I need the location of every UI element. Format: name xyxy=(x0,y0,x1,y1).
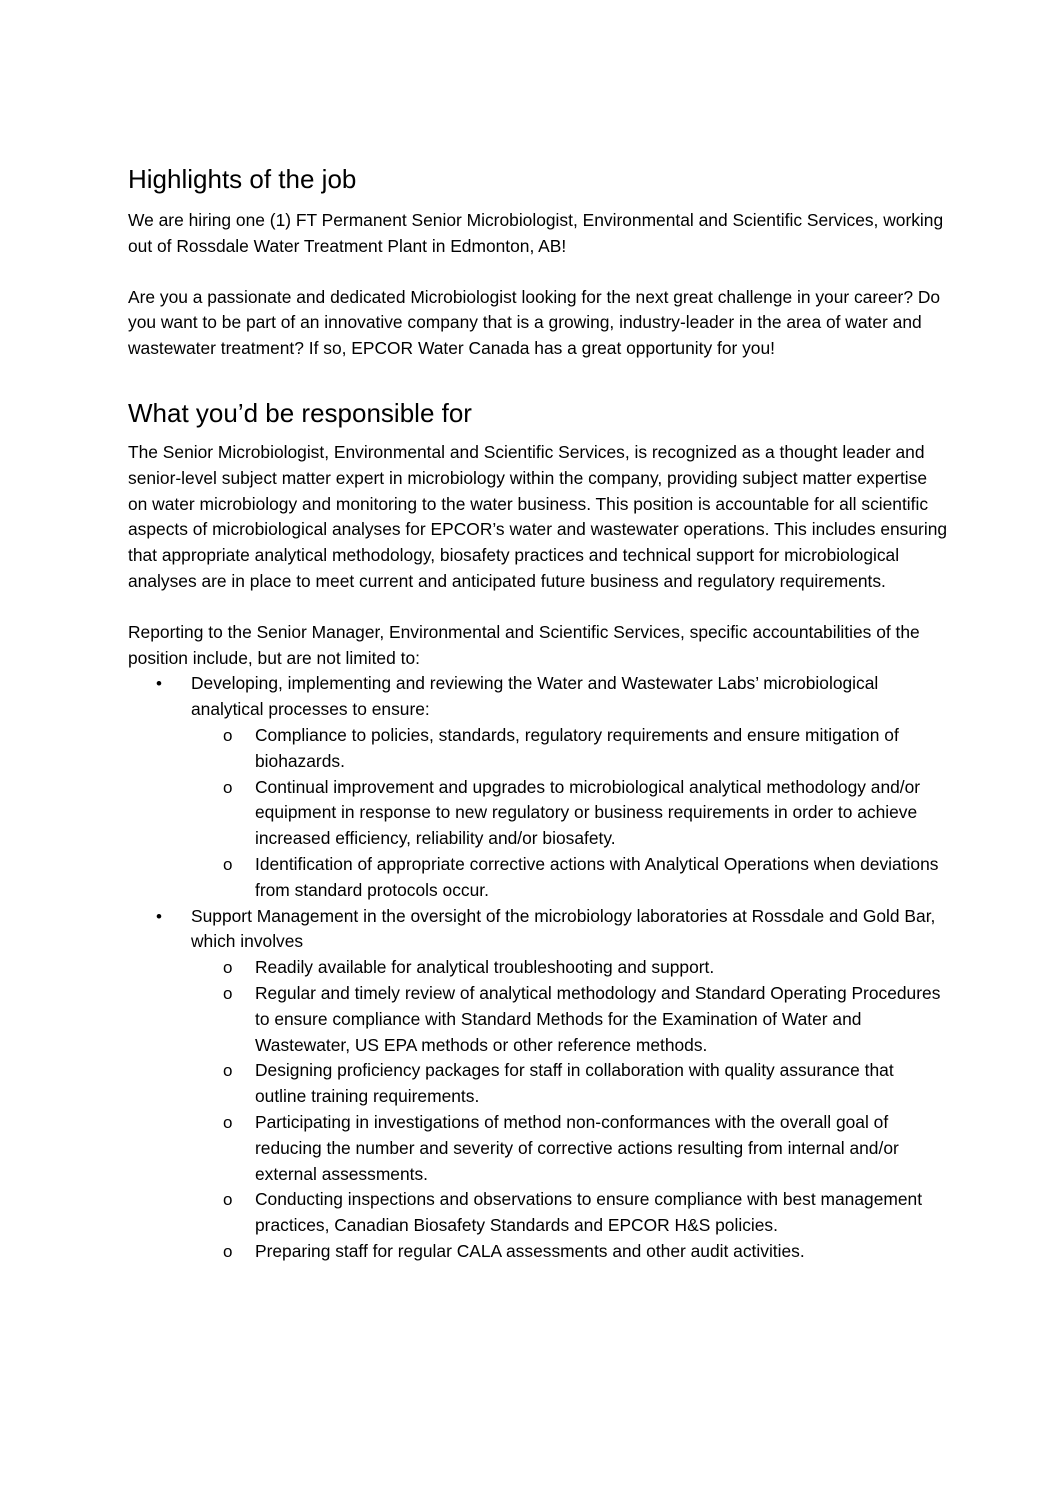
sub-bullet-icon: o xyxy=(223,725,233,745)
sub-list-item xyxy=(191,1110,948,1187)
sub-list-item xyxy=(191,775,948,852)
list-item xyxy=(128,904,948,1265)
bullet-icon: • xyxy=(156,674,162,694)
sub-list-item-text: Continual improvement and upgrades to microbiological analytical methodology and/or equipment in response to new regulatory or business requirements in order to achieve increased efficiency, reliability and/or biosafety. xyxy=(255,776,921,849)
sub-list-item xyxy=(191,1058,948,1110)
sub-bullet-icon: o xyxy=(223,777,233,797)
sub-list-item-text: Compliance to policies, standards, regulatory requirements and ensure mitigation of biohazards. xyxy=(255,724,899,771)
sub-list-item-text: Readily available for analytical troubleshooting and support. xyxy=(255,957,715,978)
responsibilities-heading: What you’d be responsible for xyxy=(128,397,472,428)
sub-list-item xyxy=(191,1239,948,1265)
accountabilities-list xyxy=(128,671,948,1264)
sub-bullet-icon: o xyxy=(223,1190,233,1210)
sub-bullet-icon: o xyxy=(223,1112,233,1132)
highlights-heading: Highlights of the job xyxy=(128,164,357,194)
sub-list-item xyxy=(191,723,948,775)
sub-list-item-text: Designing proficiency packages for staff in collaboration with quality assurance that outline training requirements. xyxy=(255,1060,894,1107)
list-item-text: Developing, implementing and reviewing the Water and Wastewater Labs’ microbiological analytical processes to ensure: xyxy=(191,673,879,720)
sub-bullet-icon: o xyxy=(223,854,233,874)
sub-list-item xyxy=(191,852,948,904)
list-item xyxy=(128,671,948,903)
sub-list-item-text: Identification of appropriate corrective actions with Analytical Operations when deviations from standard protocols occur. xyxy=(255,853,939,900)
highlights-paragraph-1: We are hiring one (1) FT Permanent Senior Microbiologist, Environmental and Scientific Services, working out of Rossdale Water Treatment Plant in Edmonton, AB! xyxy=(128,210,944,256)
sub-list-item xyxy=(191,981,948,1058)
sub-list xyxy=(191,955,948,1265)
highlights-paragraph-2: Are you a passionate and dedicated Microbiologist looking for the next great challenge in your career? Do you want to be part of an innovative company that is a growing, industry-leader in the area of water and wastewater treatment? If so, EPCOR Water Canada has a great opportunity for you! xyxy=(128,286,941,359)
bullet-icon: • xyxy=(156,906,162,926)
sub-bullet-icon: o xyxy=(223,958,233,978)
sub-list-item xyxy=(191,1187,948,1239)
sub-list-item-text: Conducting inspections and observations to ensure compliance with best management practices, Canadian Biosafety Standards and EPCOR H&S policies. xyxy=(255,1189,923,1236)
sub-list-item-text: Regular and timely review of analytical methodology and Standard Operating Procedures to ensure compliance with Standard Methods for the Examination of Water and Wastewater, US EPA methods or other reference methods. xyxy=(255,982,941,1055)
sub-bullet-icon: o xyxy=(223,983,233,1003)
sub-list-item-text: Preparing staff for regular CALA assessments and other audit activities. xyxy=(255,1240,805,1261)
sub-list-item xyxy=(191,955,948,981)
sub-bullet-icon: o xyxy=(223,1061,233,1081)
document-page xyxy=(128,158,948,1265)
responsibilities-paragraph-2: Reporting to the Senior Manager, Environmental and Scientific Services, specific accountabilities of the position include, but are not limited to: xyxy=(128,621,920,668)
sub-list-item-text: Participating in investigations of method non-conformances with the overall goal of reducing the number and severity of corrective actions resulting from internal and/or external assessments. xyxy=(255,1111,899,1184)
sub-list xyxy=(191,723,948,904)
list-item-text: Support Management in the oversight of the microbiology laboratories at Rossdale and Gold Bar, which involves xyxy=(191,905,936,952)
sub-bullet-icon: o xyxy=(223,1241,233,1261)
responsibilities-paragraph-1: The Senior Microbiologist, Environmental and Scientific Services, is recognized as a thought leader and senior-level subject matter expert in microbiology within the company, providing subject matter expertise on water microbiology and monitoring to the water business. This position is accountable for all scientific aspects of microbiological analyses for EPCOR’s water and wastewater operations. This includes ensuring that appropriate analytical methodology, biosafety practices and technical support for microbiological analyses are in place to meet current and anticipated future business and regulatory requirements. xyxy=(128,441,948,591)
